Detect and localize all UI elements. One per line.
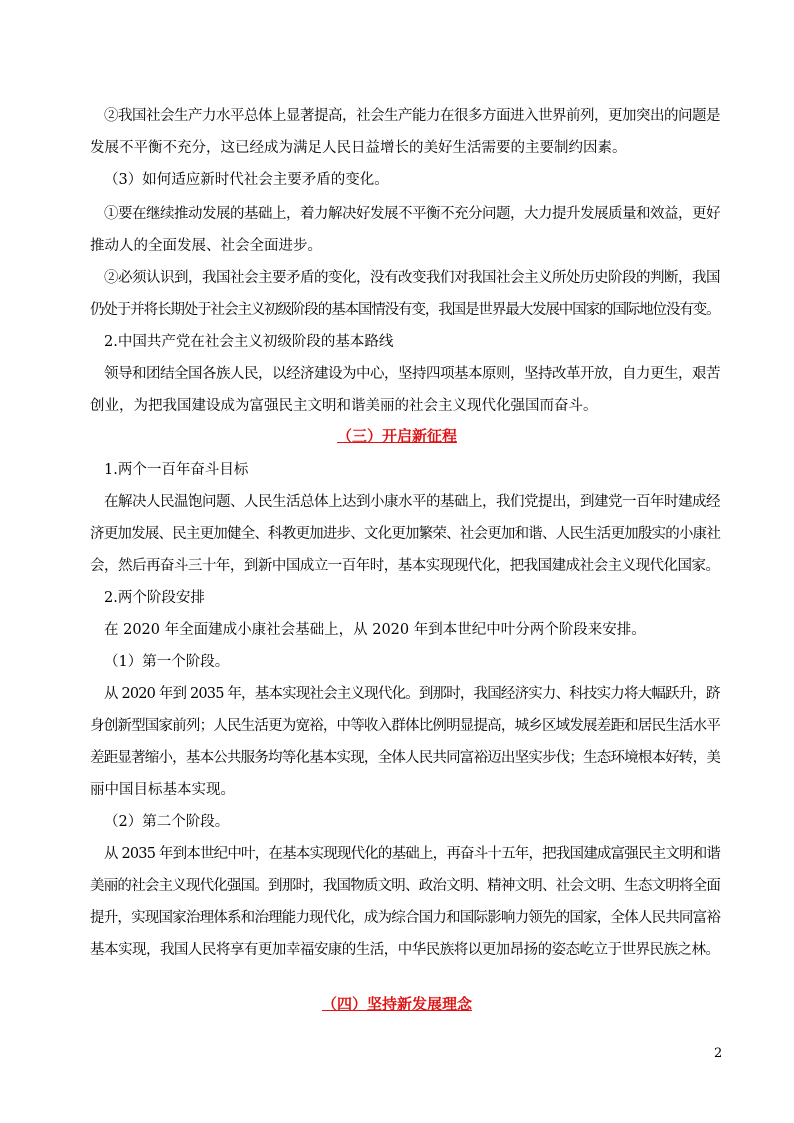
subsection-heading: 1.两个一百年奋斗目标 (104, 462, 249, 478)
paragraph-line: 仍处于并将长期处于社会主义初级阶段的基本国情没有变，我国是世界最大发展中国家的国际地位没有变。 (90, 302, 720, 318)
paragraph-line: 身创新型国家前列；人民生活更为宽裕，中等收入群体比例明显提高，城乡区域发展差距和居民生活水平 (90, 718, 721, 734)
paragraph-line: 基本实现，我国人民将享有更加幸福安康的生活，中华民族将以更加昂扬的姿态屹立于世界民族之林。 (90, 942, 720, 958)
paragraph-line: 美丽的社会主义现代化强国。到那时，我国物质文明、政治文明、精神文明、社会文明、生态文明将全面 (90, 878, 721, 894)
paragraph-line: 提升，实现国家治理体系和治理能力现代化，成为综合国力和国际影响力领先的国家，全体人民共同富裕 (90, 910, 721, 926)
subsection-heading: 2.两个阶段安排 (104, 590, 205, 606)
paragraph-line: 领导和团结全国各族人民，以经济建设为中心，坚持四项基本原则，坚持改革开放，自力更生，艰苦 (104, 366, 720, 382)
subsection-heading: （3）如何适应新时代社会主要矛盾的变化。 (104, 172, 389, 188)
subsection-heading: （1）第一个阶段。 (104, 654, 230, 670)
paragraph-line: 发展不平衡不充分，这已经成为满足人民日益增长的美好生活需要的主要制约因素。 (90, 140, 627, 156)
paragraph-line: 推动人的全面发展、社会全面进步。 (90, 238, 322, 254)
paragraph-line: ①要在继续推动发展的基础上，着力解决好发展不平衡不充分问题，大力提升发展质量和效益，更好 (104, 206, 720, 222)
paragraph-line: 在 2020 年全面建成小康社会基础上，从 2020 年到本世纪中叶分两个阶段来安排。 (104, 622, 646, 638)
paragraph-line: ②我国社会生产力水平总体上显著提高，社会生产能力在很多方面进入世界前列，更加突出的问题是 (104, 108, 720, 124)
paragraph-line: 从 2020 年到 2035 年，基本实现社会主义现代化。到那时，我国经济实力、科技实力将大幅跃升，跻 (104, 686, 720, 702)
subsection-heading: （2）第二个阶段。 (104, 814, 230, 830)
paragraph-line: 差距显著缩小，基本公共服务均等化基本实现，全体人民共同富裕迈出坚实步伐；生态环境根本好转，美 (90, 750, 721, 766)
subsection-heading: 2.中国共产党在社会主义初级阶段的基本路线 (104, 334, 394, 350)
section-heading: （四）坚持新发展理念 (321, 995, 472, 1013)
paragraph-line: ②必须认识到，我国社会主要矛盾的变化，没有改变我们对我国社会主义所处历史阶段的判断，我国 (104, 270, 720, 286)
paragraph-line: 济更加发展、民主更加健全、科教更加进步、文化更加繁荣、社会更加和谐、人民生活更加殷实的小康社 (90, 526, 721, 542)
paragraph-line: 从 2035 年到本世纪中叶，在基本实现现代化的基础上，再奋斗十五年，把我国建成富强民主文明和谐 (104, 846, 721, 862)
paragraph-line: 会，然后再奋斗三十年，到新中国成立一百年时，基本实现现代化，把我国建成社会主义现代化国家。 (90, 558, 720, 574)
page-number: 2 (714, 1046, 723, 1061)
section-heading: （三）开启新征程 (336, 427, 457, 445)
paragraph-line: 创业，为把我国建设成为富强民主文明和谐美丽的社会主义现代化强国而奋斗。 (90, 398, 598, 414)
paragraph-line: 丽中国目标基本实现。 (90, 782, 235, 798)
paragraph-line: 在解决人民温饱问题、人民生活总体上达到小康水平的基础上，我们党提出，到建党一百年时建成经 (104, 494, 720, 510)
